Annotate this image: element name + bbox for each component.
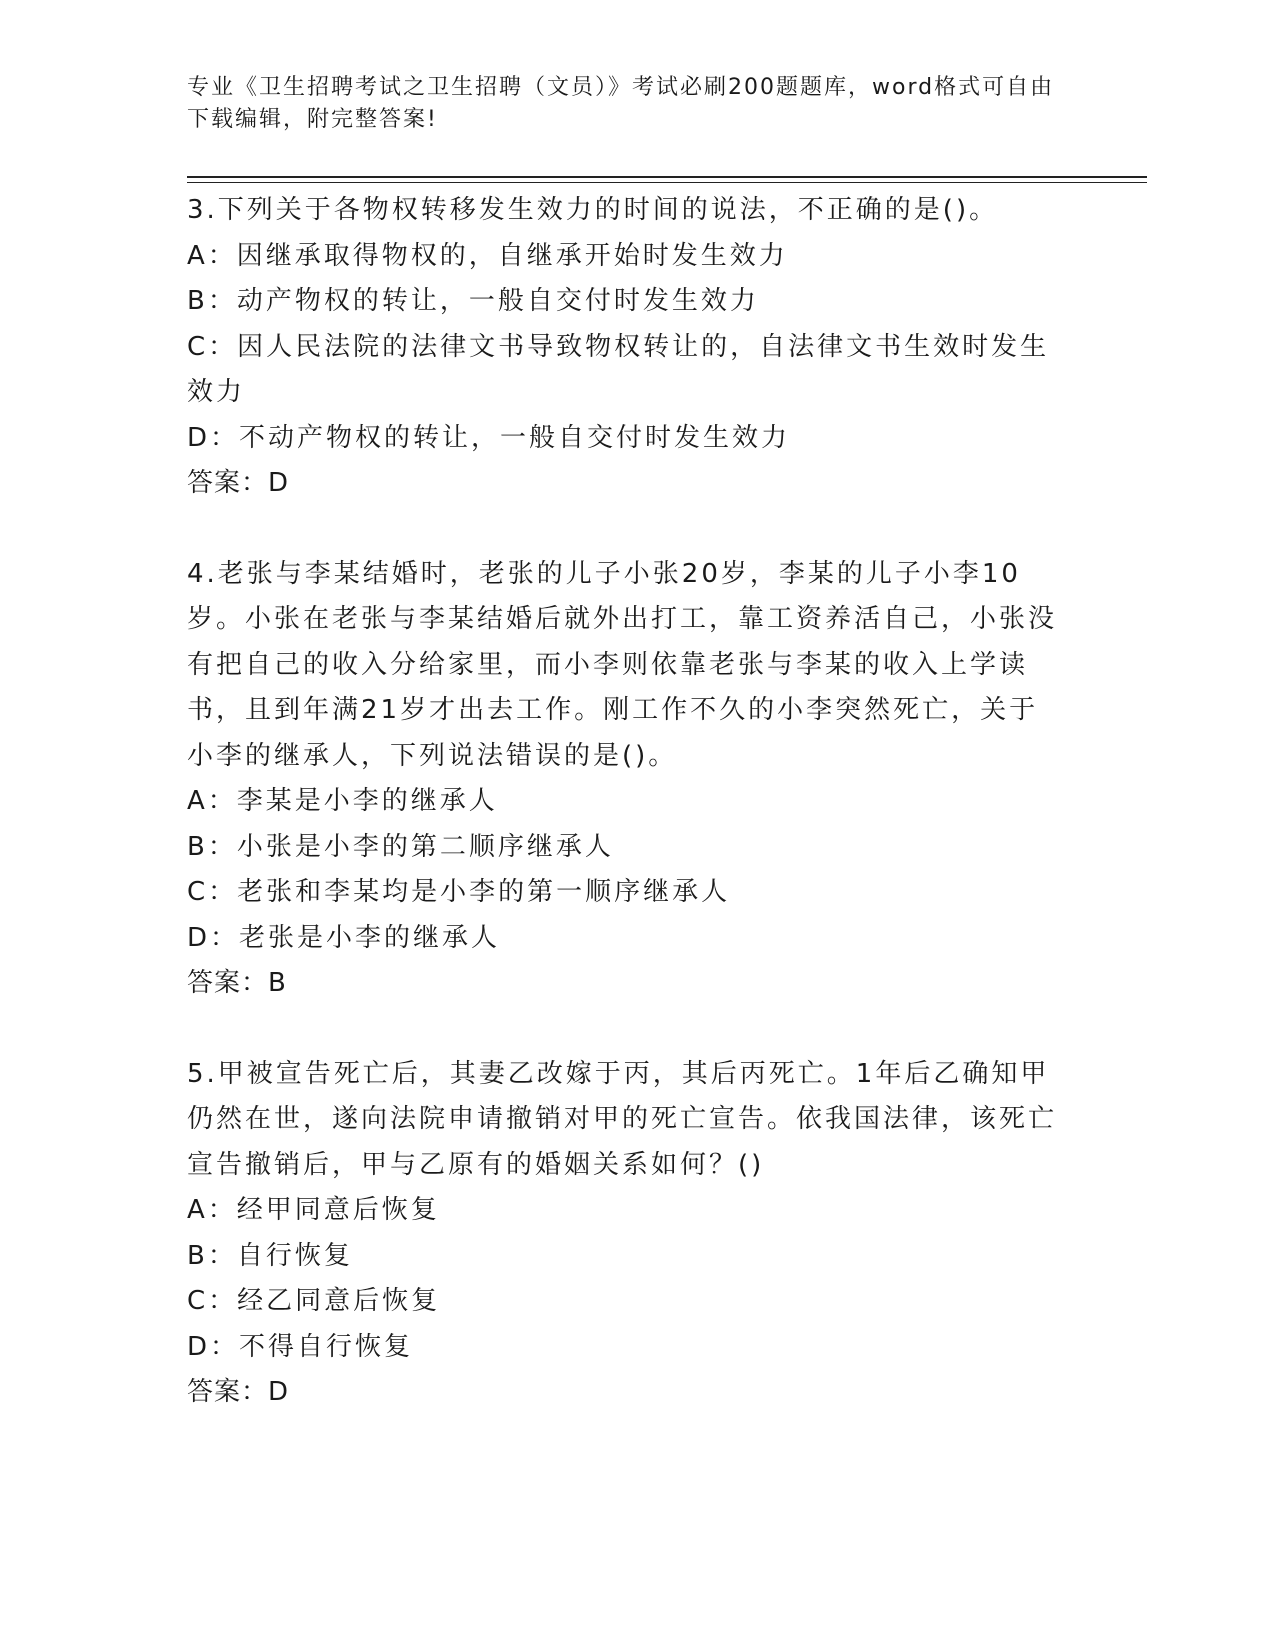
answer-label: 答案：B <box>187 968 287 998</box>
question-text: 3.下列关于各物权转移发生效力的时间的说法，不正确的是()。 <box>187 195 999 225</box>
document-header: 专业《卫生招聘考试之卫生招聘（文员）》考试必刷200题题库，word格式可自由下载编辑，附完整答案! <box>187 75 1055 132</box>
question-list <box>187 188 1067 1461</box>
option-a: A：李某是小李的继承人 <box>187 786 498 816</box>
option-c: C：经乙同意后恢复 <box>187 1286 441 1316</box>
option-b: B：动产物权的转让，一般自交付时发生效力 <box>187 286 759 316</box>
option-a: A：经甲同意后恢复 <box>187 1195 440 1225</box>
question-text: 5.甲被宣告死亡后，其妻乙改嫁于丙，其后丙死亡。1年后乙确知甲仍然在世，遂向法院申请撤销对甲的死亡宣告。依我国法律，该死亡宣告撤销后，甲与乙原有的婚姻关系如何？() <box>187 1058 1058 1180</box>
option-c: C：老张和李某均是小李的第一顺序继承人 <box>187 877 731 907</box>
question-text: 4.老张与李某结婚时，老张的儿子小张20岁，李某的儿子小李10岁。小张在老张与李某结婚后就外出打工，靠工资养活自己，小张没有把自己的收入分给家里，而小李则依靠老张与李某的收入上学读书，且到年满21岁才出去工作。刚工作不久的小李突然死亡，关于小李的继承人，下列说法错误的是()。 <box>187 558 1058 771</box>
option-d: D：不动产物权的转让，一般自交付时发生效力 <box>187 422 791 453</box>
answer-label: 答案：D <box>187 468 290 498</box>
question-4 <box>187 552 1067 1007</box>
option-a: A：因继承取得物权的，自继承开始时发生效力 <box>187 240 788 271</box>
answer-label: 答案：D <box>187 1377 290 1407</box>
option-b: B：小张是小李的第二顺序继承人 <box>187 831 614 862</box>
option-d: D：老张是小李的继承人 <box>187 922 501 953</box>
question-3 <box>187 188 1067 507</box>
option-d: D：不得自行恢复 <box>187 1331 414 1362</box>
header-rule-thin <box>187 182 1147 183</box>
header-rule-thick <box>187 176 1147 178</box>
question-5 <box>187 1052 1067 1416</box>
option-c: C：因人民法院的法律文书导致物权转让的，自法律文书生效时发生效力 <box>187 331 1050 407</box>
option-b: B：自行恢复 <box>187 1240 353 1271</box>
